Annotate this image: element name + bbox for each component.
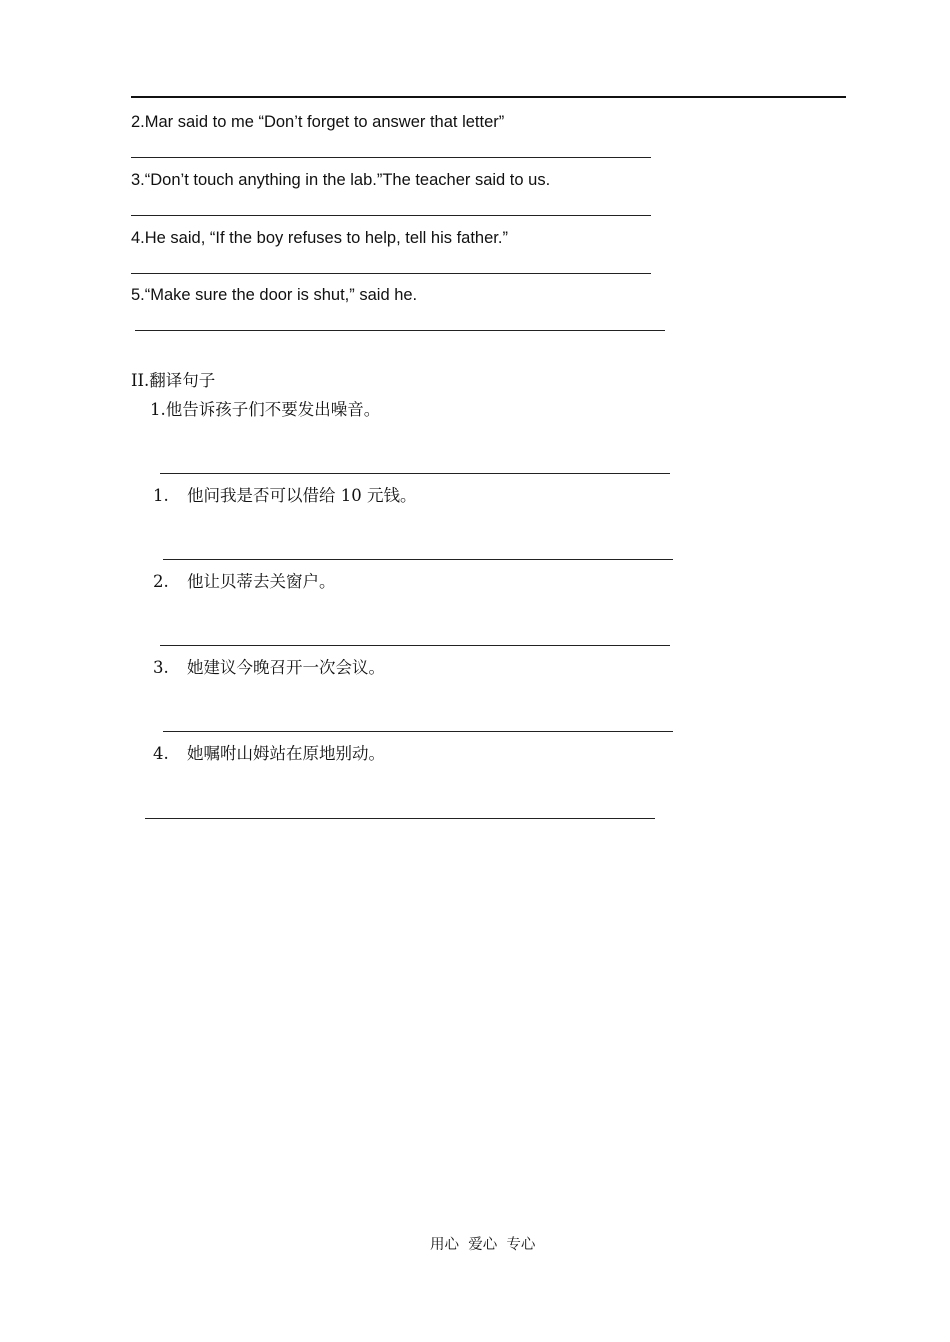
rewrite-item-3: 3.“Don’t touch anything in the lab.”The teacher said to us. (131, 171, 551, 189)
translate-item (153, 572, 336, 592)
item-text: 他让贝蒂去关窗户。 (187, 572, 336, 591)
item-number: 4. (153, 744, 169, 763)
translate-item (153, 658, 385, 678)
answer-line[interactable] (131, 215, 651, 216)
answer-line[interactable] (135, 330, 665, 331)
item-number: 1. (153, 486, 169, 505)
page-footer: 用心 爱心 专心 (430, 1237, 536, 1253)
top-answer-line (131, 96, 846, 98)
item-text: 她建议今晚召开一次会议。 (187, 658, 385, 677)
translate-item-first: 1.他告诉孩子们不要发出噪音。 (150, 400, 381, 419)
answer-line[interactable] (145, 818, 655, 819)
item-text: 他问我是否可以借给 10 元钱。 (187, 486, 417, 505)
answer-line[interactable] (131, 273, 651, 274)
item-number: 2. (153, 572, 169, 591)
answer-line[interactable] (160, 473, 670, 474)
answer-line[interactable] (131, 157, 651, 158)
rewrite-item-5: 5.“Make sure the door is shut,” said he. (131, 286, 418, 304)
rewrite-item-2: 2.Mar said to me “Don’t forget to answer that letter” (131, 113, 505, 131)
item-number: 3. (153, 658, 169, 677)
answer-line[interactable] (160, 645, 670, 646)
answer-line[interactable] (163, 559, 673, 560)
rewrite-item-4: 4.He said, “If the boy refuses to help, tell his father.” (131, 229, 508, 247)
answer-line[interactable] (163, 731, 673, 732)
item-text: 她嘱咐山姆站在原地别动。 (187, 744, 385, 763)
translate-item (153, 744, 385, 764)
translate-item (153, 486, 417, 506)
section-heading: II.翻译句子 (131, 371, 216, 390)
